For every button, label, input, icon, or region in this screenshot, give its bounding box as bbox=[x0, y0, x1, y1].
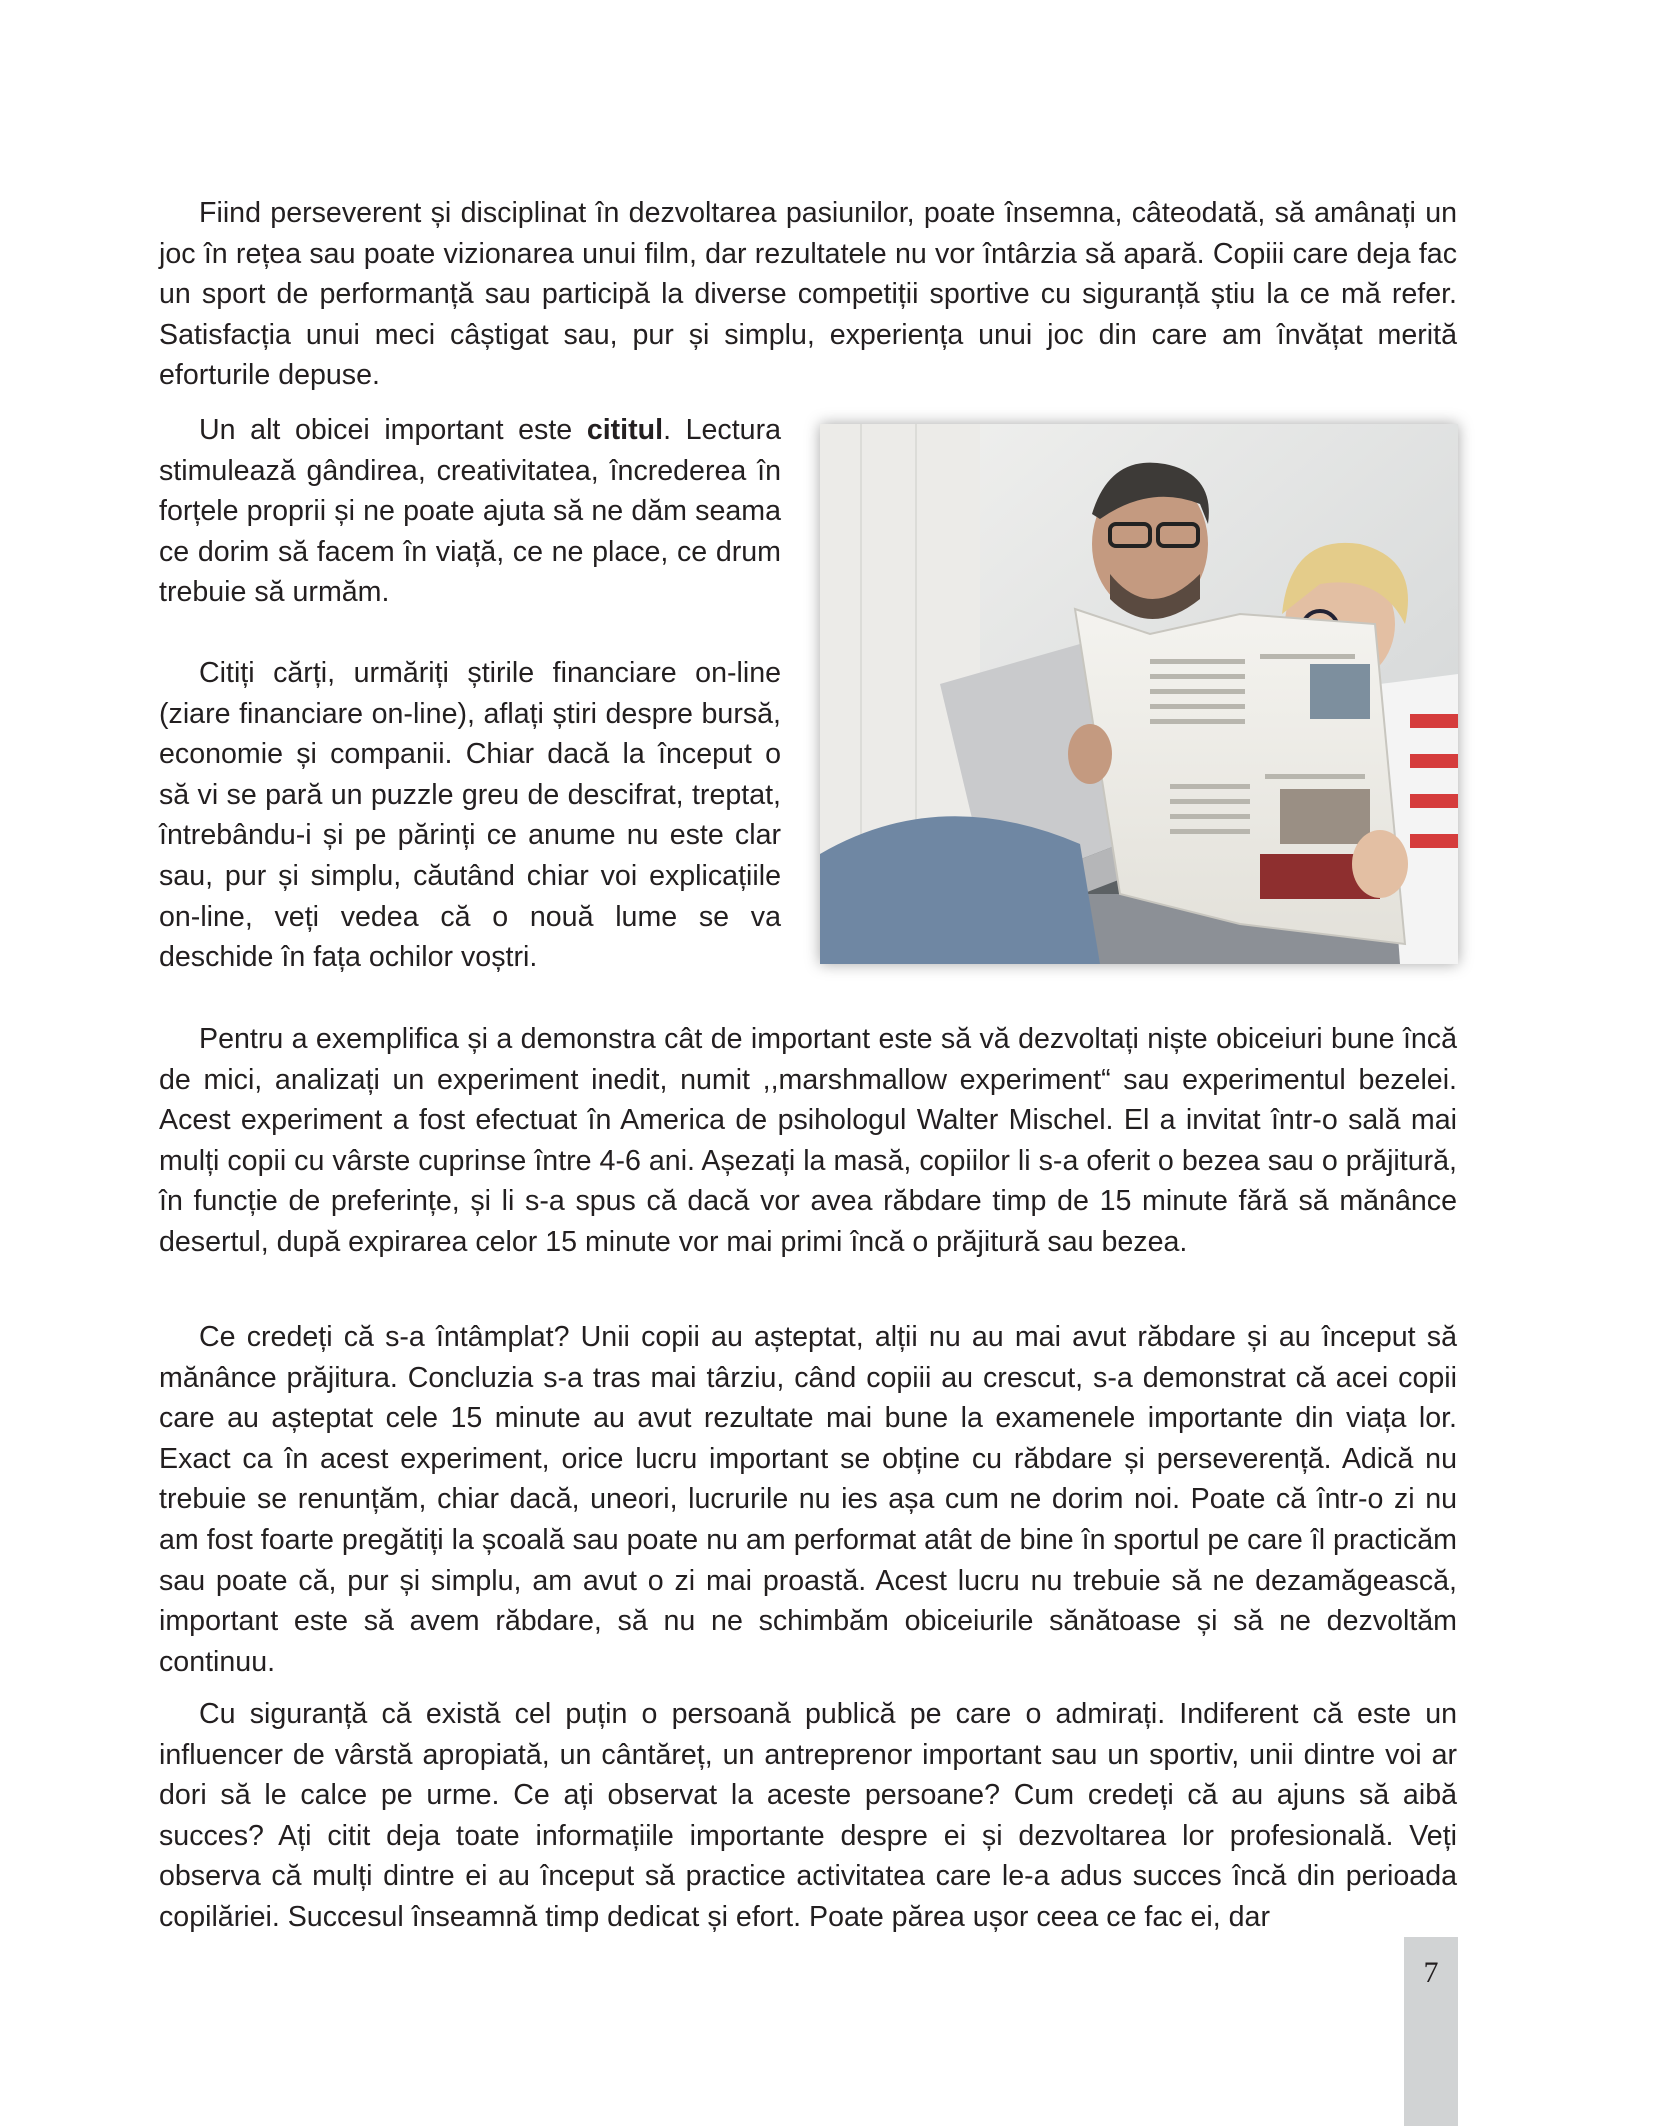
keyword-cititul: cititul bbox=[586, 414, 664, 446]
paragraph-financial-news: Citiți cărți, urmăriți știrile financiare on-line (ziare financiare on-line), aflați știri despre bursă, economie și companii. Chiar dacă la început o să vi se pară un puzzle greu de descifrat, treptat, întrebându-i și pe părinți ce anume nu este clar sau, pur și simplu, căutând chiar voi explicațiile on-line, veți vedea că o nouă lume se va deschide în fața ochilor voștri. bbox=[159, 657, 781, 974]
paragraph-reading bbox=[159, 410, 781, 613]
photo-father-son-reading bbox=[820, 424, 1458, 964]
paragraph-public-person: Cu siguranță că există cel puțin o persoană publică pe care o admirați. Indiferent că este un influencer de vârstă apropiată, un cântăreț, un antreprenor important sau un sportiv, unii dintre voi ar dori să le calce pe urme. Ce ați observat la aceste persoane? Cum credeți că au ajuns să aibă succes? Ați citit deja toate informațiile importante despre ei și dezvoltarea lor profesională. Veți observa că mulți dintre ei au început să practice activitatea care le-a adus succes încă din perioada copilăriei. Succesul înseamnă timp dedicat și efort. Poate părea ușor ceea ce fac ei, dar bbox=[159, 1698, 1457, 1933]
paragraph-perseverance: Fiind perseverent și disciplinat în dezvoltarea pasiunilor, poate însemna, câteodată, să amânați un joc în rețea sau poate vizionarea unui film, dar rezultatele nu vor întârzia să apară. Copiii care deja fac un sport de performanță sau participă la diverse competiții sportive cu siguranță știu la ce mă refer. Satisfacția unui meci câștigat sau, pur și simplu, experiența unui joc din care am învățat merită eforturile depuse. bbox=[159, 197, 1457, 392]
page-number: 7 bbox=[1423, 1956, 1439, 1989]
paragraph-experiment-conclusion: Ce credeți că s-a întâmplat? Unii copii au așteptat, alții nu au mai avut răbdare și au început să mănânce prăjitura. Concluzia s-a tras mai târziu, când copiii au crescut, s-a demonstrat că acei copii care au așteptat cele 15 minute au avut rezultate mai bune la examenele importante din viața lor. Exact ca în acest experiment, orice lucru important se obține cu răbdare și perseverență. Adică nu trebuie se renunțăm, chiar dacă, uneori, lucrurile nu ies așa cum ne dorim noi. Poate că într-o zi nu am fost foarte pregătiți la școală sau poate nu am performat atât de bine în sportul pe care îl practicăm sau poate că, pur și simplu, am avut o zi mai proastă. Acest lucru nu trebuie să ne dezamăgească, important este să avem răbdare, să nu ne schimbăm obiceiurile sănătoase și să ne dezvoltăm continuu. bbox=[159, 1321, 1457, 1678]
photo-illustration bbox=[820, 424, 1458, 964]
paragraph-reading-start: Un alt obicei important este bbox=[199, 414, 587, 446]
paragraph-reading-rest: . Lectura stimulează gândirea, creativitatea, încrederea în forțele proprii și ne poate ajuta să ne dăm seama ce dorim să facem în viață, ce ne place, ce drum trebuie să urmăm. bbox=[159, 414, 782, 609]
paragraph-marshmallow-experiment: Pentru a exemplifica și a demonstra cât de important este să vă dezvoltați niște obiceiuri bune încă de mici, analizați un experiment inedit, numit ,,marshmallow experiment“ sau experimentul bezelei. Acest experiment a fost efectuat în America de psihologul Walter Mischel. El a invitat într-o sală mai mulți copii cu vârste cuprinse între 4-6 ani. Așezați la masă, copiilor li s-a oferit o bezea sau o prăjitură, în funcție de preferințe, și li s-a spus că dacă vor avea răbdare timp de 15 minute fără să mănânce desertul, după expirarea celor 15 minute vor mai primi încă o prăjitură sau bezea. bbox=[159, 1023, 1457, 1258]
